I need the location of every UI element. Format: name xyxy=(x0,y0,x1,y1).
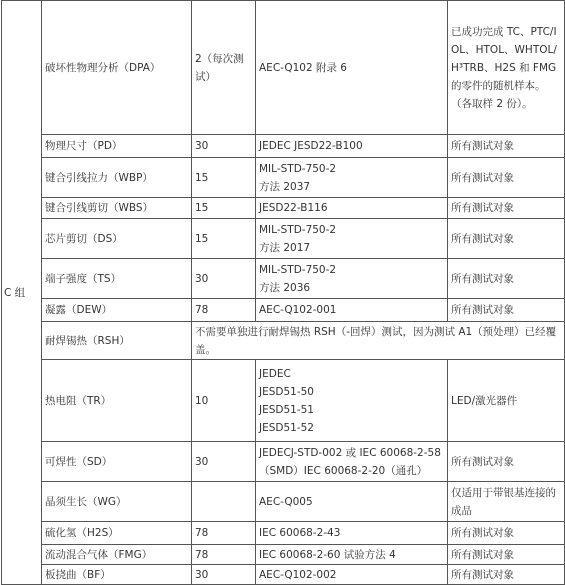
test-item: 芯片剪切（DS） xyxy=(42,219,192,259)
sample-quantity: 15 xyxy=(192,158,256,198)
test-scope: 所有测试对象 xyxy=(448,259,565,299)
group-label: C 组 xyxy=(2,1,42,585)
method-line: AEC-Q005 xyxy=(259,495,313,508)
test-item: 端子强度（TS） xyxy=(42,259,192,299)
test-item: 硫化氢（H2S） xyxy=(42,522,192,545)
method-line: AEC-Q102-001 xyxy=(259,304,337,316)
test-item: 物理尺寸（PD） xyxy=(42,135,192,158)
method-line: JESD51-51 xyxy=(259,403,314,416)
test-scope: 所有测试对象 xyxy=(448,565,565,585)
sample-quantity: 10 xyxy=(192,360,256,442)
method-line: JESD51-52 xyxy=(259,421,314,434)
sample-quantity: 30 xyxy=(192,442,256,482)
sample-quantity xyxy=(192,482,256,522)
sample-quantity: 15 xyxy=(192,219,256,259)
method-line: JEDEC xyxy=(259,367,291,380)
note-cell: 不需要单独进行耐焊锡热 RSH（-回焊）测试，因为测试 A1（预处理）已经覆盖。 xyxy=(192,322,565,360)
method-line: 方法 2037 xyxy=(259,180,311,193)
method-line: JEDECJ-STD-002 或 IEC 60068-2-58（SMD）IEC 60068-2-20（通孔） xyxy=(259,446,441,477)
method-line: MIL-STD-750-2 xyxy=(259,263,337,276)
table-row xyxy=(2,545,565,565)
test-method xyxy=(256,219,448,259)
table-row xyxy=(2,442,565,482)
method-line: JESD22-B116 xyxy=(259,202,328,214)
test-item: 晶须生长（WG） xyxy=(42,482,192,522)
sample-quantity: 15 xyxy=(192,198,256,219)
test-method xyxy=(256,1,448,135)
sample-quantity: 30 xyxy=(192,259,256,299)
test-scope: 所有测试对象 xyxy=(448,522,565,545)
test-method xyxy=(256,565,448,585)
method-line: AEC-Q102 附录 6 xyxy=(259,61,347,74)
test-item: 耐焊锡热（RSH） xyxy=(42,322,192,360)
method-line: 方法 2017 xyxy=(259,241,311,254)
method-line: 方法 2036 xyxy=(259,281,311,294)
test-method xyxy=(256,360,448,442)
test-method xyxy=(256,299,448,322)
test-item: 键合引线拉力（WBP） xyxy=(42,158,192,198)
test-method xyxy=(256,545,448,565)
method-line: IEC 60068-2-60 试验方法 4 xyxy=(259,548,396,561)
test-method xyxy=(256,198,448,219)
table-row xyxy=(2,198,565,219)
test-method xyxy=(256,158,448,198)
test-scope: 所有测试对象 xyxy=(448,158,565,198)
table-row xyxy=(2,158,565,198)
table-row xyxy=(2,360,565,442)
method-line: IEC 60068-2-43 xyxy=(259,527,341,539)
method-line: MIL-STD-750-2 xyxy=(259,223,337,236)
test-scope: 所有测试对象 xyxy=(448,545,565,565)
method-line: AEC-Q102-002 xyxy=(259,568,337,581)
test-scope: 所有测试对象 xyxy=(448,198,565,219)
sample-quantity: 78 xyxy=(192,545,256,565)
method-line: JESD51-50 xyxy=(259,385,314,398)
test-item: 流动混合气体（FMG） xyxy=(42,545,192,565)
test-item: 键合引线剪切（WBS） xyxy=(42,198,192,219)
table-row xyxy=(2,322,565,360)
sample-quantity: 30 xyxy=(192,135,256,158)
test-method xyxy=(256,442,448,482)
test-method xyxy=(256,135,448,158)
test-scope: 所有测试对象 xyxy=(448,135,565,158)
test-table xyxy=(1,0,565,585)
sample-quantity: 78 xyxy=(192,522,256,545)
test-scope: 仅适用于带银基连接的成品 xyxy=(448,482,565,522)
table-row xyxy=(2,135,565,158)
test-scope: 所有测试对象 xyxy=(448,299,565,322)
test-item: 板挠曲（BF） xyxy=(42,565,192,585)
test-method xyxy=(256,522,448,545)
method-line: MIL-STD-750-2 xyxy=(259,162,337,175)
table-row xyxy=(2,299,565,322)
table-row xyxy=(2,565,565,585)
test-method xyxy=(256,259,448,299)
table-row xyxy=(2,219,565,259)
test-scope: 所有测试对象 xyxy=(448,219,565,259)
sample-quantity: 2（每次测试） xyxy=(192,1,256,135)
test-item: 凝露（DEW） xyxy=(42,299,192,322)
method-line: JEDEC JESD22-B100 xyxy=(259,140,363,152)
table-row xyxy=(2,522,565,545)
table-row xyxy=(2,482,565,522)
sample-quantity: 78 xyxy=(192,299,256,322)
test-method xyxy=(256,482,448,522)
sample-quantity: 30 xyxy=(192,565,256,585)
table-row xyxy=(2,259,565,299)
table-row xyxy=(2,1,565,135)
test-item: 可焊性（SD） xyxy=(42,442,192,482)
test-scope: LED/激光器件 xyxy=(448,360,565,442)
test-scope: 所有测试对象 xyxy=(448,442,565,482)
test-scope: 已成功完成 TC、PTC/IOL、HTOL、WHTOL/H³TRB、H2S 和 FMG 的零件的随机样本。（各取样 2 份）。 xyxy=(448,1,565,135)
test-item: 破坏性物理分析（DPA） xyxy=(42,1,192,135)
test-item: 热电阻（TR） xyxy=(42,360,192,442)
